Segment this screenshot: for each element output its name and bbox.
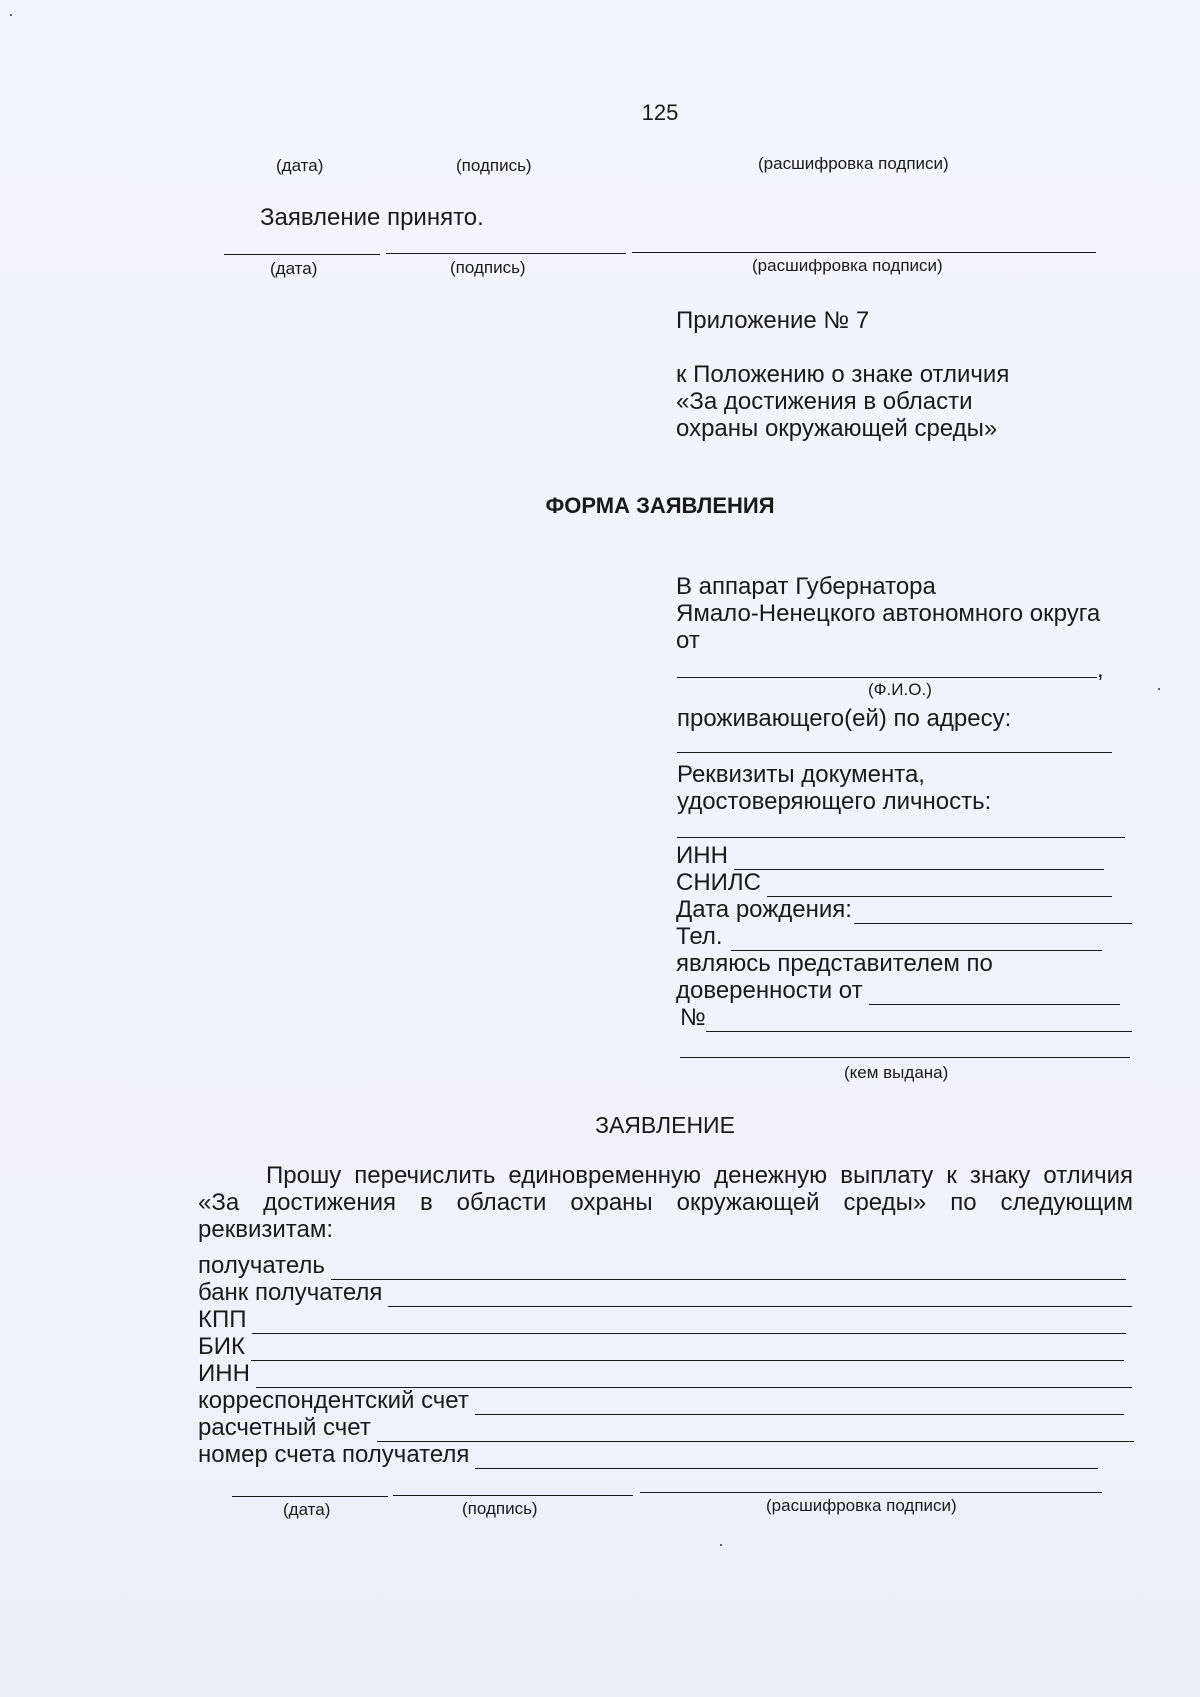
power-of-attorney-date-field[interactable] bbox=[869, 984, 1120, 1005]
correspondent-account-label: корреспондентский счет bbox=[198, 1387, 469, 1414]
birth-date-label: Дата рождения: bbox=[676, 896, 852, 923]
power-of-attorney-row bbox=[676, 978, 1120, 1005]
bank-row-bank bbox=[198, 1280, 1132, 1307]
attorney-number-field[interactable] bbox=[706, 1011, 1132, 1032]
accepted-signature-caption: (подпись) bbox=[450, 258, 526, 277]
account-number-label: номер счета получателя bbox=[198, 1441, 470, 1468]
recipient-label: получатель bbox=[198, 1252, 325, 1279]
bottom-decode-caption: (расшифровка подписи) bbox=[766, 1496, 957, 1515]
accepted-date-line bbox=[224, 254, 380, 255]
scan-speck bbox=[720, 1544, 722, 1546]
settlement-account-field[interactable] bbox=[377, 1421, 1134, 1442]
birth-date-row bbox=[676, 897, 1132, 924]
bottom-date-line[interactable] bbox=[232, 1496, 388, 1497]
bank-inn-field[interactable] bbox=[256, 1367, 1132, 1388]
top-signature-caption: (подпись) bbox=[456, 156, 532, 175]
inn-label: ИНН bbox=[676, 842, 728, 869]
form-heading: ФОРМА ЗАЯВЛЕНИЯ bbox=[545, 493, 775, 518]
document-field-line[interactable] bbox=[677, 837, 1125, 838]
correspondent-account-field[interactable] bbox=[475, 1394, 1124, 1415]
document-label-2: удостоверяющего личность: bbox=[677, 788, 992, 815]
accepted-date-caption: (дата) bbox=[270, 259, 318, 278]
phone-field[interactable] bbox=[731, 930, 1102, 951]
bank-row-bik bbox=[198, 1334, 1124, 1361]
statement-paragraph: Прошу перечислить единовременную денежную выплату к знаку отличия «За достижения в области охраны окружающей среды» по следующим реквизитам: bbox=[198, 1162, 1133, 1243]
page-number: 125 bbox=[641, 100, 679, 125]
scan-speck bbox=[1158, 688, 1160, 690]
phone-label: Тел. bbox=[676, 923, 723, 950]
document-label-1: Реквизиты документа, bbox=[677, 761, 925, 788]
fio-comma: , bbox=[1097, 656, 1104, 683]
kpp-label: КПП bbox=[198, 1306, 247, 1333]
accepted-decode-line bbox=[632, 252, 1096, 253]
addressee-line-1: В аппарат Губернатора bbox=[676, 573, 936, 600]
scan-speck bbox=[10, 14, 12, 16]
appendix-title: Приложение № 7 bbox=[676, 307, 870, 334]
account-number-field[interactable] bbox=[475, 1448, 1098, 1469]
inn-field[interactable] bbox=[734, 849, 1104, 870]
bank-row-recipient bbox=[198, 1253, 1126, 1280]
statement-heading: ЗАЯВЛЕНИЕ bbox=[595, 1112, 735, 1138]
birth-date-field[interactable] bbox=[854, 903, 1132, 924]
appendix-line-1: к Положению о знаке отличия bbox=[676, 361, 1010, 388]
attorney-number-row bbox=[676, 1005, 1132, 1032]
addressee-line-2: Ямало-Ненецкого автономного округа bbox=[676, 600, 1101, 627]
accepted-decode-caption: (расшифровка подписи) bbox=[752, 256, 943, 275]
appendix-line-2: «За достижения в области bbox=[676, 388, 973, 415]
bank-label: банк получателя bbox=[198, 1279, 383, 1306]
bank-details bbox=[198, 1253, 1133, 1469]
bank-row-inn bbox=[198, 1361, 1132, 1388]
inn-row bbox=[676, 843, 1104, 870]
accepted-signature-line bbox=[386, 253, 626, 254]
bottom-signature-line[interactable] bbox=[393, 1495, 633, 1496]
recipient-field[interactable] bbox=[331, 1259, 1126, 1280]
snils-row bbox=[676, 870, 1112, 897]
bottom-decode-line[interactable] bbox=[640, 1492, 1102, 1493]
bank-row-correspondent bbox=[198, 1388, 1124, 1415]
bik-field[interactable] bbox=[251, 1340, 1124, 1361]
bottom-signature-caption: (подпись) bbox=[462, 1499, 538, 1518]
fio-field-line[interactable] bbox=[677, 677, 1097, 678]
attorney-number-label: № bbox=[680, 1004, 706, 1031]
personal-fields bbox=[676, 843, 1136, 1032]
appendix-line-3: охраны окружающей среды» bbox=[676, 415, 998, 442]
top-date-caption: (дата) bbox=[276, 156, 324, 175]
snils-field[interactable] bbox=[767, 876, 1112, 897]
address-field-line[interactable] bbox=[677, 752, 1112, 753]
bank-row-account-number bbox=[198, 1442, 1098, 1469]
accepted-text: Заявление принято. bbox=[260, 204, 484, 231]
settlement-account-label: расчетный счет bbox=[198, 1414, 371, 1441]
top-signature-decode-caption: (расшифровка подписи) bbox=[758, 154, 949, 173]
bottom-date-caption: (дата) bbox=[283, 1500, 331, 1519]
bank-field[interactable] bbox=[388, 1286, 1132, 1307]
addressee-line-3: от bbox=[676, 627, 700, 654]
power-of-attorney-label: доверенности от bbox=[676, 977, 863, 1004]
bik-label: БИК bbox=[198, 1333, 245, 1360]
address-label: проживающего(ей) по адресу: bbox=[677, 705, 1012, 732]
kpp-field[interactable] bbox=[252, 1313, 1126, 1334]
bank-row-kpp bbox=[198, 1307, 1126, 1334]
issued-by-field-line[interactable] bbox=[680, 1057, 1130, 1058]
representative-label: являюсь представителем по bbox=[676, 950, 993, 977]
bank-inn-label: ИНН bbox=[198, 1360, 250, 1387]
snils-label: СНИЛС bbox=[676, 869, 761, 896]
representative-row bbox=[676, 951, 1136, 978]
issued-by-caption: (кем выдана) bbox=[844, 1063, 949, 1082]
fio-caption: (Ф.И.О.) bbox=[868, 680, 932, 699]
phone-row bbox=[676, 924, 1102, 951]
bank-row-settlement bbox=[198, 1415, 1134, 1442]
